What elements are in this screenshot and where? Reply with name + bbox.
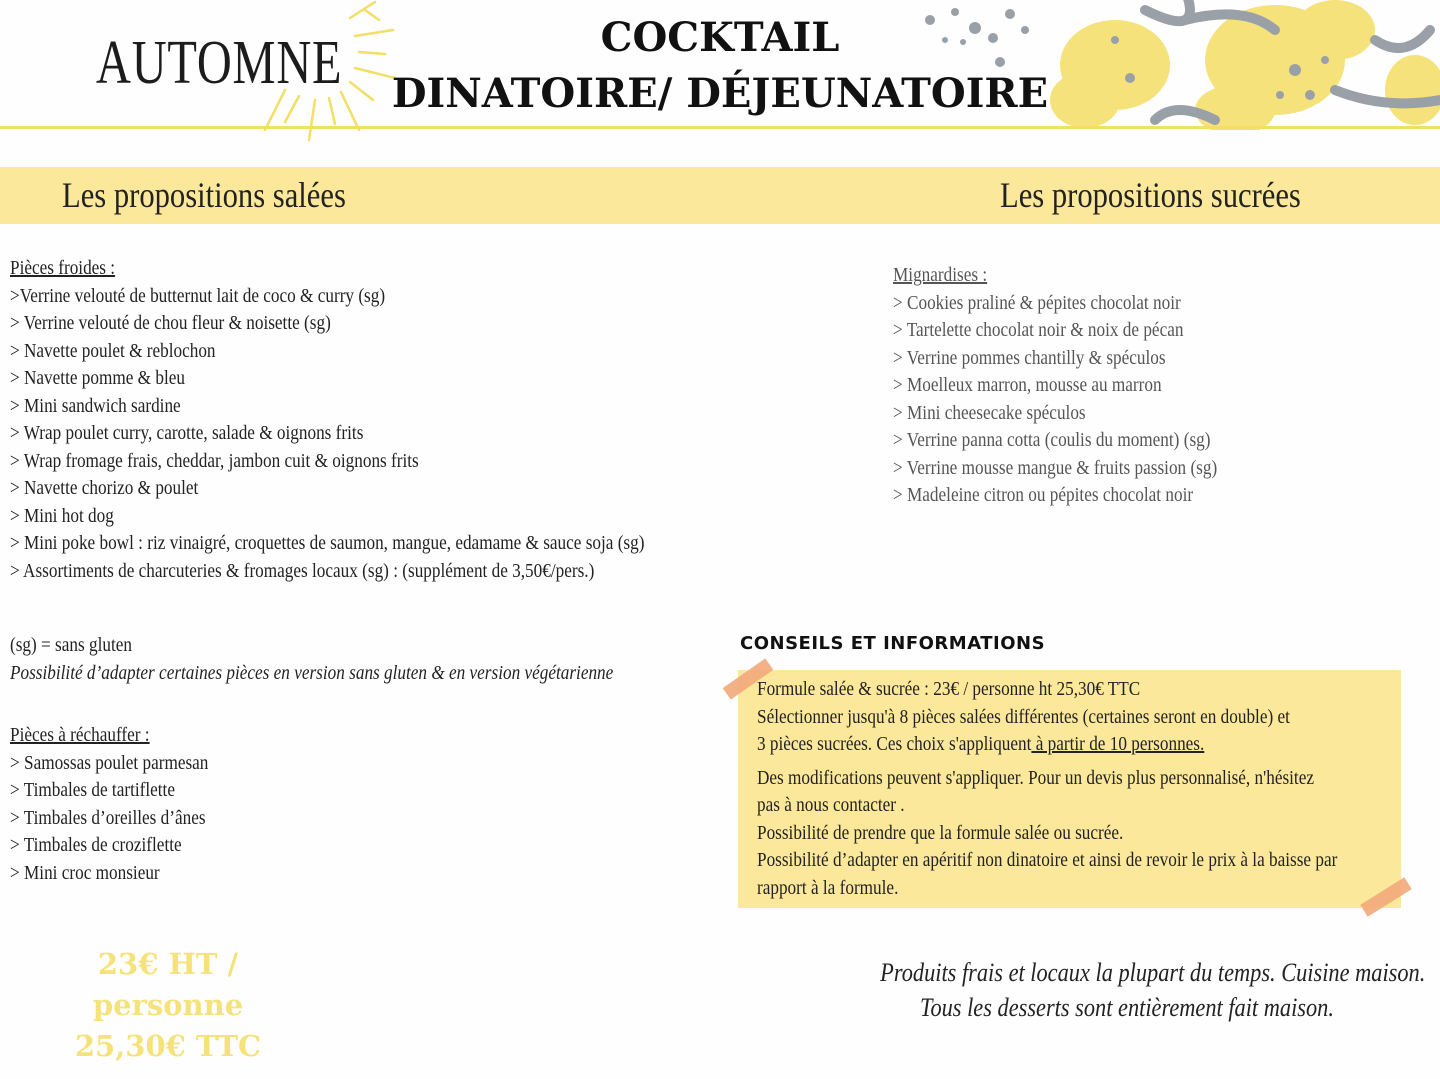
list-item: > Timbales de tartiflette	[10, 779, 175, 801]
list-item: > Mini hot dog	[10, 504, 114, 527]
list-item: > Moelleux marron, mousse au marron	[893, 374, 1162, 396]
list-item: > Samossas poulet parmesan	[10, 751, 209, 774]
list-item: > Wrap fromage frais, cheddar, jambon cuit & oignons frits	[10, 449, 419, 472]
list-item: > Mini cheesecake spéculos	[893, 401, 1086, 424]
title-line-2: DINATOIRE/ DÉJEUNATOIRE	[391, 70, 1049, 117]
list-item: > Navette pomme & bleu	[10, 367, 185, 389]
footer-note	[840, 955, 1426, 1025]
savory-hot-list	[10, 722, 208, 887]
season-title: AUTOMNE	[96, 29, 343, 97]
info-text	[757, 676, 1337, 902]
list-item: > Navette chorizo & poulet	[10, 477, 199, 499]
page-title	[380, 10, 1060, 122]
list-item: > Verrine mousse mangue & fruits passion (sg)	[893, 456, 1218, 479]
price-block	[38, 944, 298, 1067]
info-line: Possibilité d’adapter en apéritif non dinatoire et ainsi de revoir le prix à la baisse par	[757, 849, 1338, 871]
price-ht: 23€ HT / personne	[92, 947, 244, 1022]
info-line: Formule salée & sucrée : 23€ / personne ht 25,30€ TTC	[757, 678, 1141, 700]
hot-heading: Pièces à réchauffer :	[10, 724, 150, 746]
info-line: Sélectionner jusqu'à 8 pièces salées différentes (certaines seront en double) et	[757, 705, 1290, 728]
gluten-legend: (sg) = sans gluten	[10, 634, 132, 656]
list-item: > Timbales de croziflette	[10, 834, 182, 856]
cold-heading: Pièces froides :	[10, 257, 116, 279]
list-item: > Madeleine citron ou pépites chocolat noir	[893, 484, 1194, 506]
sweet-list	[893, 262, 1217, 510]
min-people-note: à partir de 10 personnes.	[1031, 733, 1205, 755]
info-line-part: 3 pièces sucrées. Ces choix s'appliquent	[757, 733, 1032, 755]
list-item: > Navette poulet & reblochon	[10, 339, 216, 362]
info-line: Des modifications peuvent s'appliquer. Pour un devis plus personnalisé, n'hésitez	[757, 766, 1314, 789]
list-item: > Timbales d’oreilles d’ânes	[10, 806, 206, 829]
list-item: > Verrine velouté de chou fleur & noisette (sg)	[10, 312, 331, 334]
price-ttc: 25,30€ TTC	[74, 1029, 262, 1063]
list-item: > Assortiments de charcuteries & fromages locaux (sg) : (supplément de 3,50€/pers.)	[10, 559, 595, 582]
list-item: > Cookies praliné & pépites chocolat noir	[893, 291, 1181, 314]
sweet-heading: Mignardises :	[893, 264, 988, 286]
info-line: Possibilité de prendre que la formule salée ou sucrée.	[757, 821, 1124, 844]
title-line-1: COCKTAIL	[600, 14, 840, 61]
info-line: pas à nous contacter .	[757, 794, 905, 816]
adapt-note: Possibilité d’adapter certaines pièces en version sans gluten & en version végétarienne	[10, 661, 614, 684]
list-item: > Mini croc monsieur	[10, 861, 160, 884]
savory-section-title: Les propositions salées	[62, 175, 346, 215]
list-item: > Verrine panna cotta (coulis du moment) (sg)	[893, 429, 1211, 451]
list-item: > Wrap poulet curry, carotte, salade & oignons frits	[10, 422, 364, 444]
list-item: > Mini poke bowl : riz vinaigré, croquettes de saumon, mangue, edamame & sauce soja (sg)	[10, 532, 645, 554]
info-title: CONSEILS ET INFORMATIONS	[740, 633, 1046, 654]
list-item: > Verrine pommes chantilly & spéculos	[893, 346, 1166, 369]
info-line: rapport à la formule.	[757, 876, 899, 899]
list-item: >Verrine velouté de butternut lait de coco & curry (sg)	[10, 284, 386, 307]
savory-cold-list	[10, 255, 644, 585]
footer-line-1: Produits frais et locaux la plupart du temps. Cuisine maison.	[880, 958, 1426, 987]
footer-line-2: Tous les desserts sont entièrement fait maison.	[920, 993, 1334, 1022]
header-divider	[0, 126, 1440, 129]
list-item: > Mini sandwich sardine	[10, 394, 181, 417]
list-item: > Tartelette chocolat noir & noix de pécan	[893, 319, 1184, 341]
info-line	[757, 731, 1337, 759]
gluten-note-block	[10, 632, 613, 687]
sweet-section-title: Les propositions sucrées	[1000, 175, 1301, 215]
